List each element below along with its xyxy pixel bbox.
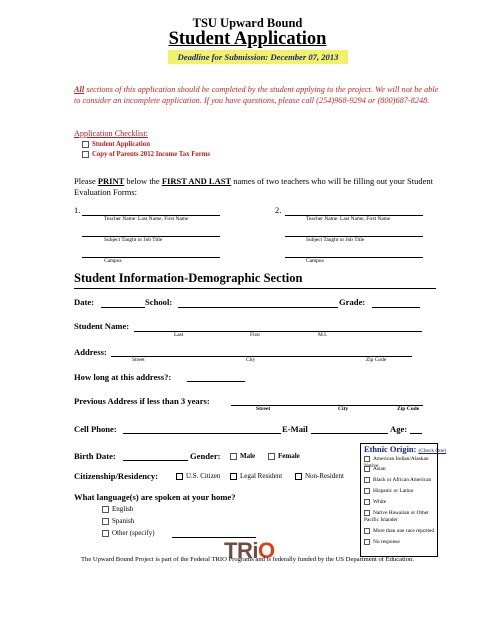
grade-field[interactable] bbox=[372, 307, 420, 308]
checkbox-icon[interactable] bbox=[295, 473, 302, 480]
checkbox-icon[interactable] bbox=[364, 510, 370, 516]
intro-paragraph: All sections of this application should be completed by the student applying to the project. We will not be able to consider an incomplete application. If you have questions, please call (254)968-9294 or (800)687-8248. bbox=[74, 85, 439, 105]
checkbox-icon[interactable] bbox=[230, 473, 237, 480]
checkbox-icon[interactable] bbox=[364, 488, 370, 494]
section-divider bbox=[74, 288, 436, 289]
non-resident-option[interactable]: Non-Resident bbox=[295, 472, 344, 480]
ethnic-option[interactable]: White bbox=[364, 499, 436, 506]
ethnic-option[interactable]: No response bbox=[364, 539, 436, 546]
prev-city-caption: City bbox=[338, 406, 349, 412]
teacher-1-campus-caption: Campus bbox=[104, 258, 122, 264]
teacher-1-number: 1. bbox=[74, 206, 81, 215]
checklist-item[interactable]: Copy of Parents 2012 Income Tax Forms bbox=[82, 151, 210, 158]
teacher-2-campus-caption: Campus bbox=[306, 258, 324, 264]
trio-logo: TRiO bbox=[224, 538, 275, 563]
language-question: What language(s) are spoken at your home? bbox=[74, 492, 236, 502]
page-title: Student Application bbox=[168, 29, 327, 49]
how-long-field[interactable] bbox=[187, 381, 245, 382]
checkbox-icon[interactable] bbox=[364, 499, 370, 505]
birth-date-field[interactable] bbox=[123, 460, 188, 461]
last-caption: Last bbox=[174, 332, 184, 338]
zip-caption: Zip Code bbox=[366, 357, 387, 363]
email-field[interactable] bbox=[311, 433, 388, 434]
ethnic-option[interactable]: Native Hawaiian or Other Pacific Islander bbox=[364, 510, 429, 523]
student-name-label: Student Name: bbox=[74, 321, 130, 331]
checkbox-icon[interactable] bbox=[364, 528, 370, 534]
ethnic-option[interactable]: Black or African American bbox=[364, 477, 436, 484]
language-english-option[interactable]: English bbox=[102, 505, 133, 513]
gender-label: Gender: bbox=[190, 451, 221, 461]
checkbox-icon[interactable] bbox=[102, 530, 109, 537]
ethnic-option[interactable]: American Indian/Alaskan Native bbox=[364, 456, 429, 469]
birth-date-label: Birth Date: bbox=[74, 451, 116, 461]
teacher-2-number: 2. bbox=[275, 206, 282, 215]
footer-note: The Upward Bound Project is part of the Federal TRIO Programs and is federally funded by the US Department of Education. bbox=[81, 556, 414, 563]
age-field[interactable] bbox=[410, 433, 422, 434]
grade-label: Grade: bbox=[339, 297, 366, 307]
checklist-item[interactable]: Student Application bbox=[82, 141, 150, 148]
legal-resident-option[interactable]: Legal Resident bbox=[230, 472, 282, 480]
date-field[interactable] bbox=[101, 307, 145, 308]
checklist-title: Application Checklist: bbox=[74, 129, 148, 138]
city-caption: City bbox=[246, 357, 256, 363]
checkbox-icon[interactable] bbox=[176, 473, 183, 480]
checkbox-icon[interactable] bbox=[364, 456, 370, 462]
checkbox-icon[interactable] bbox=[102, 506, 109, 513]
checkbox-icon[interactable] bbox=[364, 466, 370, 472]
ethnic-option[interactable]: Hispanic or Latino bbox=[364, 488, 436, 495]
first-caption: First bbox=[250, 332, 260, 338]
mi-caption: M.I. bbox=[318, 332, 328, 338]
us-citizen-option[interactable]: U.S. Citizen bbox=[176, 472, 220, 480]
checkbox-icon[interactable] bbox=[230, 453, 237, 460]
prev-zip-caption: Zip Code bbox=[397, 406, 420, 412]
school-label: School: bbox=[145, 297, 173, 307]
previous-address-label: Previous Address if less than 3 years: bbox=[74, 396, 210, 406]
address-label: Address: bbox=[74, 347, 107, 357]
checkbox-icon[interactable] bbox=[82, 151, 89, 158]
cell-phone-field[interactable] bbox=[123, 433, 281, 434]
gender-male-option[interactable]: Male bbox=[230, 452, 255, 460]
gender-female-option[interactable]: Female bbox=[268, 452, 300, 460]
language-spanish-option[interactable]: Spanish bbox=[102, 517, 134, 525]
teacher-2-name-caption: Teacher Name: Last Name, First Name bbox=[306, 216, 391, 222]
teacher-1-name-caption: Teacher Name: Last Name, First Name bbox=[104, 216, 189, 222]
citizenship-label: Citizenship/Residency: bbox=[74, 471, 159, 481]
checkbox-icon[interactable] bbox=[102, 518, 109, 525]
school-field[interactable] bbox=[178, 307, 338, 308]
street-caption: Street bbox=[132, 357, 145, 363]
deadline-banner: Deadline for Submission: December 07, 2013 bbox=[168, 50, 348, 64]
ethnic-option[interactable]: More than one race reported bbox=[364, 528, 436, 535]
teacher-1-subject-caption: Subject Taught or Job Title bbox=[104, 237, 163, 243]
checkbox-icon[interactable] bbox=[364, 477, 370, 483]
prev-street-caption: Street bbox=[256, 406, 271, 412]
language-other-option[interactable]: Other (specify) bbox=[102, 529, 155, 537]
teacher-2-subject-caption: Subject Taught or Job Title bbox=[306, 237, 365, 243]
teacher-1-campus-field[interactable] bbox=[82, 257, 220, 258]
checkbox-icon[interactable] bbox=[364, 539, 370, 545]
section-title: Student Information-Demographic Section bbox=[74, 271, 303, 285]
checkbox-icon[interactable] bbox=[82, 141, 89, 148]
ethnic-origin-title: Ethnic Origin: (Check One) bbox=[364, 445, 447, 454]
how-long-label: How long at this address?: bbox=[74, 372, 172, 382]
checkbox-icon[interactable] bbox=[268, 453, 275, 460]
email-label: E-Mail bbox=[282, 424, 308, 434]
org-title: TSU Upward Bound bbox=[192, 16, 303, 30]
cell-phone-label: Cell Phone: bbox=[74, 424, 117, 434]
teacher-instructions: Please PRINT below the FIRST AND LAST names of two teachers who will be filling out your Student Evaluation Forms: bbox=[74, 176, 433, 197]
ethnic-option[interactable]: Asian bbox=[364, 466, 436, 473]
age-label: Age: bbox=[390, 424, 408, 434]
date-label: Date: bbox=[74, 297, 95, 307]
